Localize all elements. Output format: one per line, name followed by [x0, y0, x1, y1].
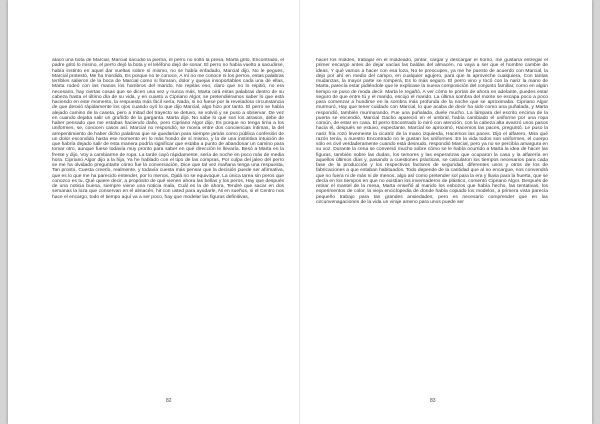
right-page-number: 83	[430, 398, 436, 404]
right-page	[300, 0, 592, 424]
book-spread	[8, 0, 592, 424]
left-page-text: atacó una bota de Marcial, Marcial sacudió la pierna, el perro no soltó la presa, Marta gritó, Encontrado, el padre gritó lo mismo, el perro dejó la bota y el teléfono dejó de sonar. El perro no había vuelto a sacudirse, había instinto en aquel dar vueltas sobre sí mismo, no se había enfadado, Marcial dijo, No le pegues, Marcial protestó, Me ha mordido, Es porque no te conoce, A mí no me conoce ni los perros, estas palabras terribles salieron de la boca de Marcial como si lloraran, dolor y quejas insoportables cada una de ellas, Marta rodeó con las manos los hombros del marido, No repitas eso, claro que no lo repitió, no era necesario, hay ciertas cosas que se dicen una vez y nunca más, Marta oirá estas palabras dentro de su cabeza hasta el último día de su vida, y en cuanto a Cipriano Algor, se pretendiéramos saber lo que está haciendo en este momento, la respuesta más fácil sería, Nada, si no fuese por la reveladora circunstancia de que desvió rápidamente los ojos cuando oyó lo que dijo Marcial, algo hizo por tanto. El perro se había alejado camino de la caseta, pero a mitad del trayecto se detuvo, se volvió y se puso a observar. De vez en cuando dejaba salir un gruñido de la garganta. Marta dijo, No sabe lo que son los atrasos, debe de haber pensado que me estabas haciendo daño, pero Cipriano Algor dijo, Es porque no tenga tirria a los uniformes, se, conocen casos así. Marcial no respondió, se movía entre dos conciencias íntimas, la del arrepentimiento de haber dicho palabras que se quedarían para siempre jamás como pública confesión de un dolor escondido hasta ese momento en lo más hondo de sí mismo, y la de una instintiva intuición de que habría dejado salir de esta manera podría significar que estaba a punto de abandonar un camino para tomar otro, aunque fuese todavía muy pronto para saber en qué dirección le llevaría. Besó a Marta en la frente y dijo, Voy a cambiarme de ropa. La tarde cayó rápidamente, sería de noche en poco más de media hora. Cipriano Algor dijo a la hija, Ya he hablado con el tipo de las compras, Por culpa del jaleo del perro se me ha olvidado preguntarte cómo fue la conversación, Dice que tal vez mañana tenga una respuesta, Tan pronto, Cuesta creerlo, realmente, y todavía cuesta más pensar que la decisión puede ser afirmativa, que es lo que me ha parecido entender, por lo menos, Ojalá no se equivoque, La única tarea sin peros que conozco es tu, Qué quiere decir, a propósito de qué vienen ahora las bellas y los peros, Hay que después de una noticia buena, siempre viene una noticia mala, Cuál es la de ahora, Tendré que sacar en dos semanas la loza que conservan en el almacén, hit con usted para ayudarle, Ni en sueños, si el Centro nos hace el encargo, todo el tiempo aquí va a ser poco, hay que modelar las figuras definitivas,	[52, 58, 284, 200]
left-page-number: 82	[166, 398, 172, 404]
right-page-text: hacer los moldes, trabajar en el moldeado, pintar, cargar y descargar el horno, me gustaría entregar el primer encargo antes de dejar vacías las baldas del almacén, no vaya a ser que el hombre cambie de ideas, Y qué vamos a hacer con esa loza, No te preocupes, ya me he puesto de acuerdo con Marcial, la dejo por ahí en medio del campo, en cualquier agujero, para que la aproveche cualquiera, Con tantas mudanzas, la mayor parte se romperá, Es lo más seguro. El perro vino y tocó con la nariz la mano de Marta, parecía estar pidiéndole que le explicase la nueva composición del conjunto familiar, como en algún tiempo se puso de moda decir. Marta le regañó, A ver cómo te portas de ahora en adelante, puedes estar seguro de que entre tú y el marido, escojo el marido. La última sombra del monte se escapa poco a poco para comenzar a hundirse en la sombra más profunda de la noche que se aproximaba. Cipriano Algor murmuró, Hay que tener cuidado con Marcial, lo que acaba de decir ha sido como una puñalada, y Marta respondió, también murmurando, Fue una puñalada, duele mucho. La lámpara del escrito encima de la puerta se encendió, Marcial Gacho apareció en el umbral, había cambiado el uniforme por una ropa común, de estar en casa. El perro Encontrado lo miró con atención, con la cabeza alta avanzó unos pasos hacia él, después se estuvo, expectante. Marcial se aproximó, Hacemos las paces, preguntó. Le puso la nariz fría rozó levemente la cicatriz de la mano izquierda, Hacemos las paces. Dijo el alfarero, Mira qué razón tenía, a nuestro Encontrado no le gustan los uniformes. En la vida todos son uniformes, el cuerpo sólo es civil verdaderamente cuando está desnudo, respondió Marcial, pero ya no se percibía amargura en su voz. Durante la cena se conversó mucho sobre cómo se le había ocurrido a Marta la idea de hacer las figuras, también sobre las dudas, los temores y las esperanzas que ocuparon la casa y la alfarería en aquellos últimos días y, pasando a cuestiones prácticas, se calcularon los tiempos necesarios para cada fase de la producción y los respectivos factores de seguridad, diferentes unos y otros de los de fabricaciones a que estaban habituados. Todo depende de la cantidad que al no encargue, nos convendrá que no fuera ni de más ni de menos, algo así como pretender sol para la era y lluvia para la huerta, que se decía en los tiempos en que no existían los invernaderos de plástico, comentó Cipriano Algor. Después de retirar el mantel de la mesa, Marta enseñó al marido los esbozos que había hecho, las tentativas, los experimentos de color, la vieja enciclopedia de donde había copiado los modelos, a primera vista parecía pequeño trabajo para tan grandes ansiedades, pero es necesario comprender que en las circunvenagaciones de la vida un viraje ameno para unos puede ser	[316, 58, 548, 205]
left-page	[8, 0, 300, 424]
